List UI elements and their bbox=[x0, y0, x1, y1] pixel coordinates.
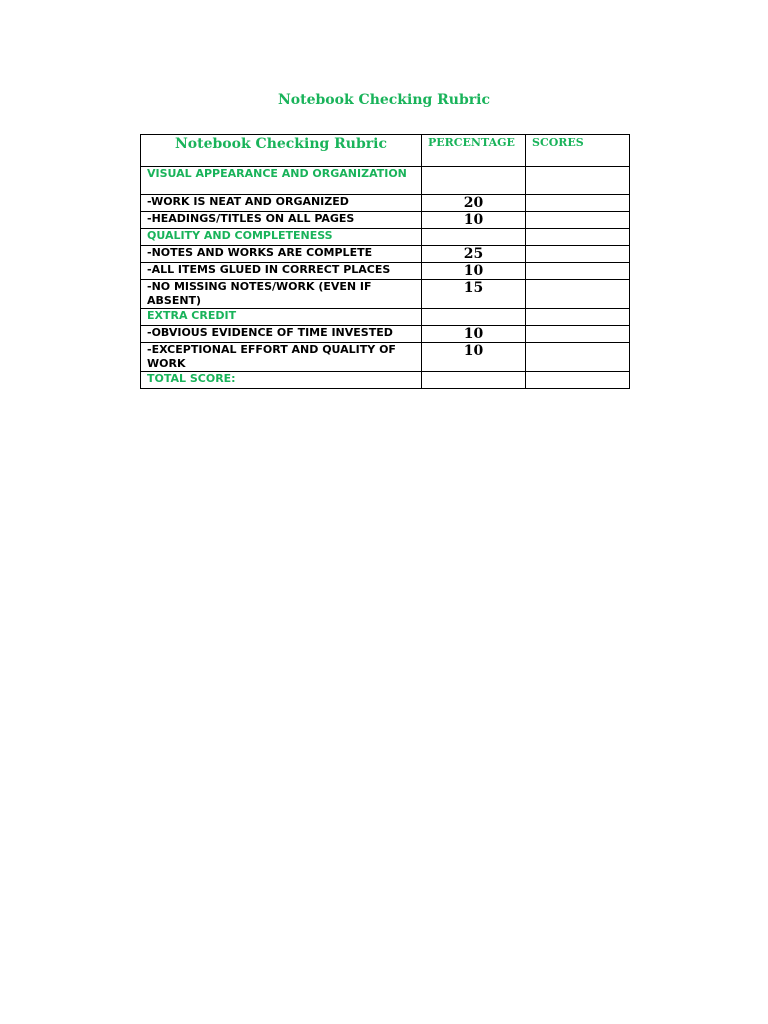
percentage-header: PERCENTAGE bbox=[422, 135, 526, 167]
percentage-cell: 10 bbox=[422, 263, 526, 280]
section-label: VISUAL APPEARANCE AND ORGANIZATION bbox=[141, 167, 422, 195]
criterion-label: -HEADINGS/TITLES ON ALL PAGES bbox=[141, 212, 422, 229]
table-row bbox=[141, 195, 630, 212]
table-row bbox=[141, 263, 630, 280]
percentage-cell: 20 bbox=[422, 195, 526, 212]
rubric-table bbox=[140, 134, 630, 389]
score-cell[interactable] bbox=[526, 263, 630, 280]
score-cell[interactable] bbox=[526, 167, 630, 195]
percentage-cell: 10 bbox=[422, 326, 526, 343]
percentage-cell bbox=[422, 309, 526, 326]
score-cell[interactable] bbox=[526, 212, 630, 229]
table-row bbox=[141, 212, 630, 229]
total-score-row bbox=[141, 372, 630, 389]
criterion-label: -NOTES AND WORKS ARE COMPLETE bbox=[141, 246, 422, 263]
percentage-cell bbox=[422, 372, 526, 389]
score-cell[interactable] bbox=[526, 326, 630, 343]
percentage-cell: 15 bbox=[422, 280, 526, 309]
scores-header: SCORES bbox=[526, 135, 630, 167]
section-row-extra-credit bbox=[141, 309, 630, 326]
percentage-cell: 10 bbox=[422, 343, 526, 372]
score-cell[interactable] bbox=[526, 309, 630, 326]
section-row-visual-appearance bbox=[141, 167, 630, 195]
percentage-cell bbox=[422, 229, 526, 246]
section-row-quality bbox=[141, 229, 630, 246]
score-cell[interactable] bbox=[526, 195, 630, 212]
criterion-label: -WORK IS NEAT AND ORGANIZED bbox=[141, 195, 422, 212]
percentage-cell bbox=[422, 167, 526, 195]
criterion-label: -NO MISSING NOTES/WORK (EVEN IF ABSENT) bbox=[141, 280, 422, 309]
criterion-label: -EXCEPTIONAL EFFORT AND QUALITY OF WORK bbox=[141, 343, 422, 372]
score-cell[interactable] bbox=[526, 280, 630, 309]
score-cell[interactable] bbox=[526, 229, 630, 246]
table-header-row bbox=[141, 135, 630, 167]
table-row bbox=[141, 343, 630, 372]
percentage-cell: 10 bbox=[422, 212, 526, 229]
table-header-title: Notebook Checking Rubric bbox=[141, 135, 422, 167]
section-label: QUALITY AND COMPLETENESS bbox=[141, 229, 422, 246]
page-title: Notebook Checking Rubric bbox=[278, 92, 490, 108]
section-label: EXTRA CREDIT bbox=[141, 309, 422, 326]
score-cell[interactable] bbox=[526, 343, 630, 372]
score-cell[interactable] bbox=[526, 246, 630, 263]
percentage-cell: 25 bbox=[422, 246, 526, 263]
table-row bbox=[141, 326, 630, 343]
total-score-cell[interactable] bbox=[526, 372, 630, 389]
criterion-label: -ALL ITEMS GLUED IN CORRECT PLACES bbox=[141, 263, 422, 280]
total-score-label: TOTAL SCORE: bbox=[141, 372, 422, 389]
criterion-label: -OBVIOUS EVIDENCE OF TIME INVESTED bbox=[141, 326, 422, 343]
table-row bbox=[141, 246, 630, 263]
table-row bbox=[141, 280, 630, 309]
